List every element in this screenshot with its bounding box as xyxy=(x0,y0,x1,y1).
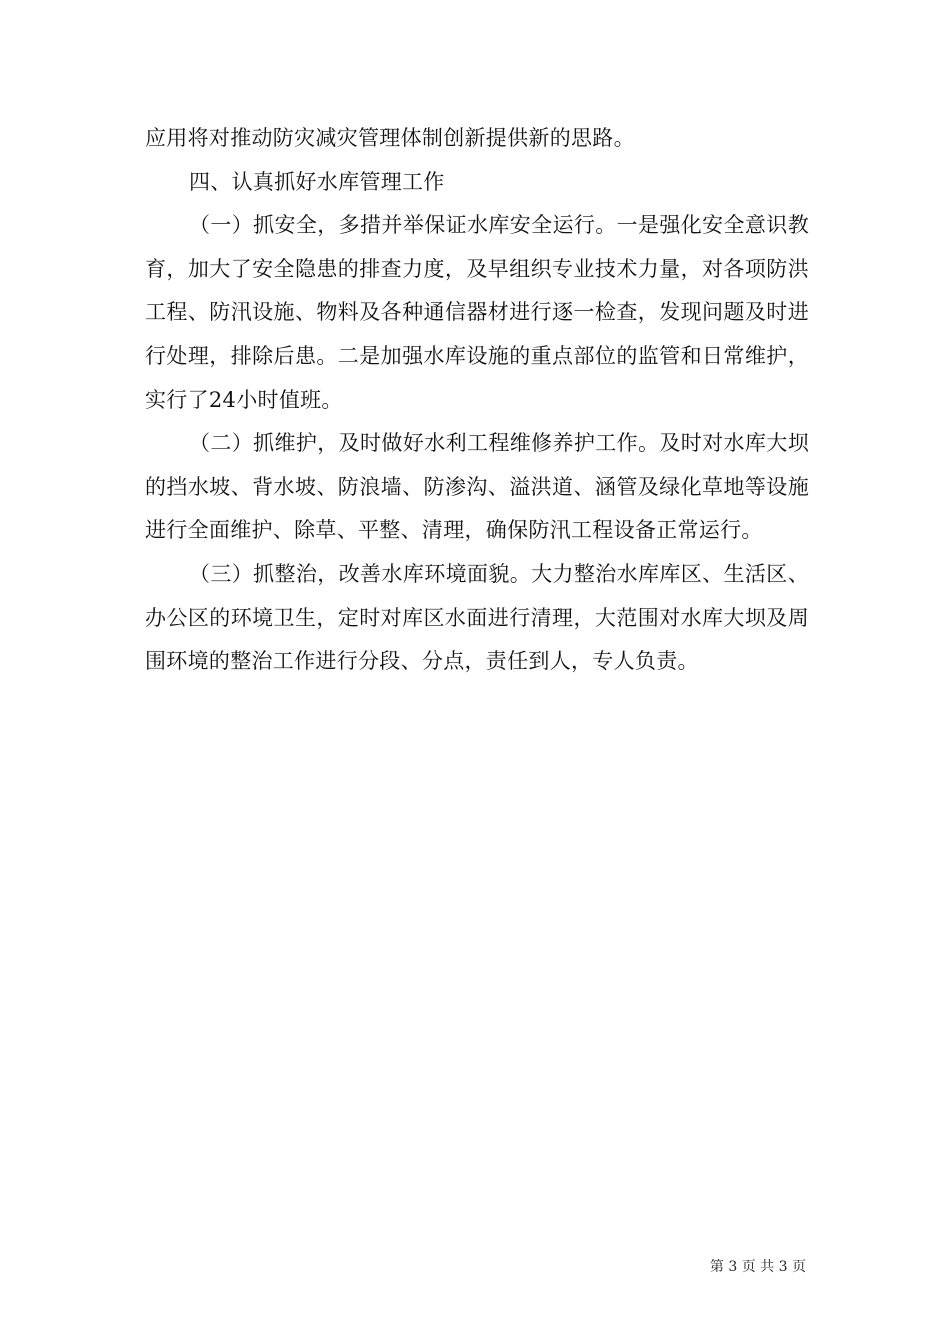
paragraph-continuation: 应用将对推动防灾减灾管理体制创新提供新的思路。 xyxy=(145,126,635,150)
section-heading-reservoir-management: 四、认真抓好水库管理工作 xyxy=(189,169,445,194)
document-body xyxy=(145,117,809,684)
paragraph-rectification: （三）抓整治，改善水库环境面貌。大力整治水库库区、生活区、办公区的环境卫生，定时对库区水面进行清理，大范围对水库大坝及周围环境的整治工作进行分段、分点，责任到人，专人负责。 xyxy=(145,561,809,674)
paragraph-safety: （一）抓安全，多措并举保证水库安全运行。一是强化安全意识教育，加大了安全隐患的排查力度，及早组织专业技术力量，对各项防洪工程、防汛设施、物料及各种通信器材进行逐一检查，发现问题及时进行处理，排除后患。二是加强水库设施的重点部位的监管和日常维护，实行了24小时值班。 xyxy=(145,213,809,412)
page-number-footer: 第 3 页 共 3 页 xyxy=(709,1259,806,1275)
paragraph-maintenance: （二）抓维护，及时做好水利工程维修养护工作。及时对水库大坝的挡水坡、背水坡、防浪墙、防渗沟、溢洪道、涵管及绿化草地等设施进行全面维护、除草、平整、清理，确保防汛工程设备正常运行。 xyxy=(145,431,809,543)
